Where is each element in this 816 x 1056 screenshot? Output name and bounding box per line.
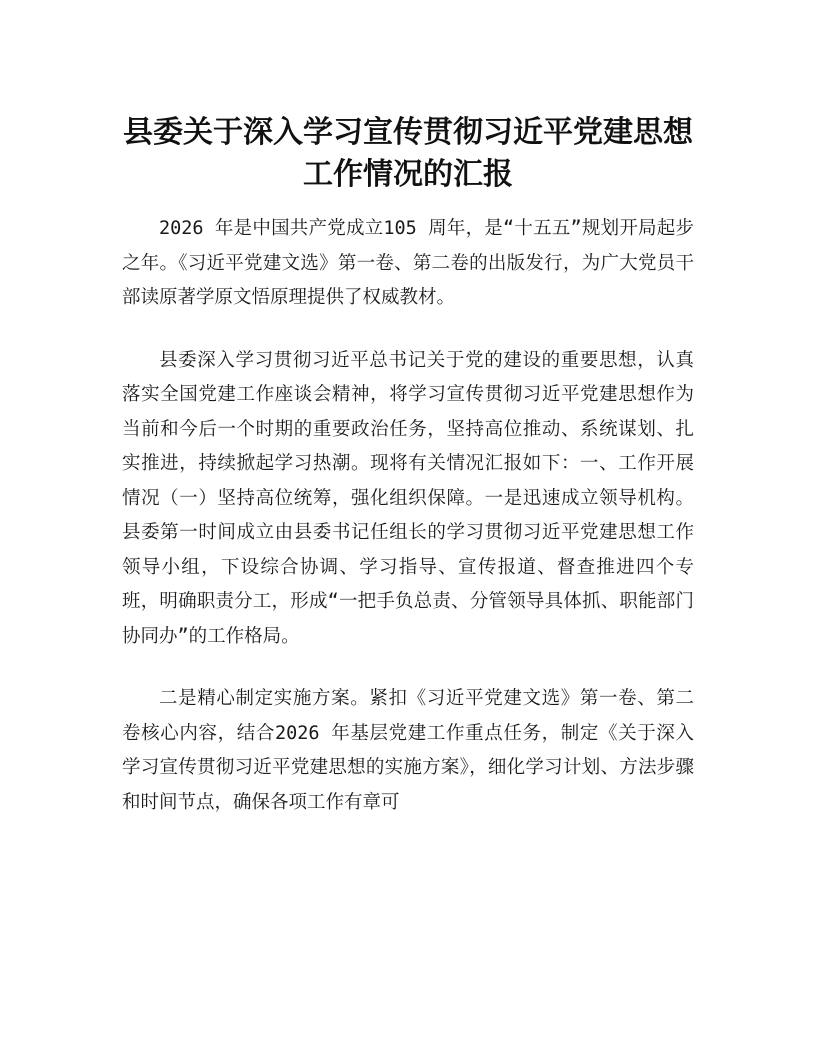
paragraph-2: 县委深入学习贯彻习近平总书记关于党的建设的重要思想，认真落实全国党建工作座谈会精神，将学习宣传贯彻习近平党建思想作为当前和今后一个时期的重要政治任务，坚持高位推动、系统谋划、扎实推进，持续掀起学习热潮。现将有关情况汇报如下：一、工作开展情况（一）坚持高位统筹，强化组织保障。一是迅速成立领导机构。县委第一时间成立由县委书记任组长的学习贯彻习近平党建思想工作领导小组，下设综合协调、学习指导、宣传报道、督查推进四个专班，明确职责分工，形成“一把手负总责、分管领导具体抓、职能部门协同办”的工作格局。	[122, 349, 694, 647]
title-line-1: 县委关于深入学习宣传贯彻习近平党建思想	[123, 115, 693, 150]
document-body	[122, 212, 694, 848]
document-title	[90, 112, 726, 196]
paragraph-3: 二是精心制定实施方案。紧扣《习近平党建文选》第一卷、第二卷核心内容，结合2026 年基层党建工作重点任务，制定《关于深入学习宣传贯彻习近平党建思想的实施方案》，细化学习计划、方法步骤和时间节点，确保各项工作有章可	[122, 688, 694, 813]
paragraph-1: 2026 年是中国共产党成立105 周年，是“十五五”规划开局起步之年。《习近平党建文选》第一卷、第二卷的出版发行，为广大党员干部读原著学原文悟原理提供了权威教材。	[122, 218, 694, 308]
title-line-2: 工作情况的汇报	[303, 157, 513, 192]
